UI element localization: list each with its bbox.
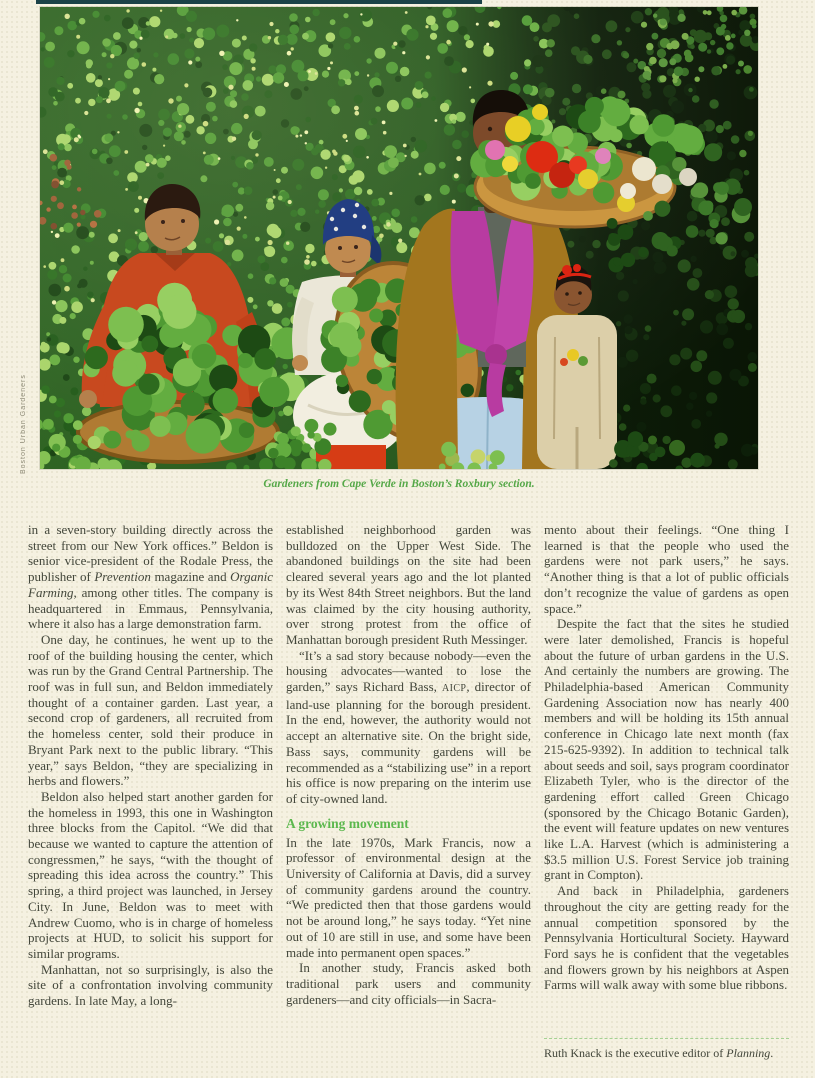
text-column-3 [544,522,789,1060]
author-byline: Ruth Knack is the executive editor of Planning. [544,1046,774,1060]
red-hair-bow [562,265,572,275]
paragraph: mento about their feelings. “One thing I learned is that the people who used the gardens were not park users,” he says. “Another thing is that a lot of public officials don’t recognize the value of gardens as open space.” [544,522,789,616]
text-column-1 [28,522,273,1060]
paragraph: Beldon also helped start another garden for the homeless in 1993, this one in Washington three blocks from the Capitol. “We did that because we wanted to capture the attention of congressmen,” he says, “with the thought of spreading this idea across the country.” This spring, a third project was launched, in Jersey City. In June, Beldon was to meet with Andrew Cuomo, who is in charge of homeless projects at HUD, to solicit his support for similar programs. [28,788,273,961]
paragraph: In another study, Francis asked both traditional park users and community gardeners—and city officials—in Sacra- [286,960,531,1007]
paragraph: “It’s a sad story because nobody—even the housing advocates—wanted to lose the garden,” says Richard Bass, AICP, director of land-use planning for the borough president. In the end, however, the authority would not accept an alternative site. On the bright side, Bass says, community gardens will be recommended as a “stabilizing use” in a report his office is now preparing on the interim use of city-owned land. [286,647,531,806]
column-spacer [544,993,789,1028]
paragraph: in a seven-story building directly across the street from our New York offices.” Beldon is senior vice-president of the Rodale Press, the publisher of Prevention magazine and Organic Farming, among other titles. The company is headquartered in Emmaus, Pennsylvania, where it also has a large demonstration farm. [28,522,273,632]
paragraph: Manhattan, not so surprisingly, is also the site of a confrontation involving community gardens. In late May, a long- [28,961,273,1009]
paragraph: One day, he continues, he went up to the roof of the building housing the center, which was run by the Grand Central Partnership. The roof was in full sun, and Beldon immediately thought of a container garden. Last year, a second crop of gardeners, all recruited from the homeless center, sold their produce in Bryant Park next to the public library. “This year,” says Beldon, “they are specializing in herbs and flowers.” [28,631,273,789]
scan-artifact-strip [36,0,482,4]
article-body [28,522,789,1060]
paragraph: And back in Philadelphia, gardeners throughout the city are getting ready for the annual competition sponsored by the Pennsylvania Horticultural Society. Hayward Ford says he is confident that the vegetables and flowers grown by his neighbors at Aspen Farms will walk away with some blue ribbons. [544,883,789,993]
paragraph: Despite the fact that the sites he studied were later demolished, Francis is hopeful about the future of urban gardens in the U.S. And certainly the numbers are growing. The Philadelphia-based American Community Gardening Association now has nearly 400 members and will be holding its 15th annual conference in Chicago late next month (fax 215-625-9392). In addition to technical talk about seeds and soil, says program coordinator Elizabeth Tyler, who is the director of the gardening effort called Green Chicago (sponsored by the Chicago Botanic Garden), the event will feature updates on new ventures like L.A. Harvest (which is administering a $3.5 million U.S. Forest Service job training grant in Compton). [544,616,789,883]
text-column-2 [286,522,531,1060]
photo-illustration [40,7,758,469]
byline-divider [544,1038,789,1039]
paragraph: established neighborhood garden was bulldozed on the Upper West Side. The abandoned buildings on the site had been cleared several years ago and the lot planted by its West 84th Street neighbors. But the land was claimed by the city housing authority, over strong protest from the office of Manhattan borough president Ruth Messinger. [286,522,531,647]
photo-credit: Boston Urban Gardeners [20,374,27,474]
photo-caption: Gardeners from Cape Verde in Boston’s Roxbury section. [263,478,535,490]
paragraph: In the late 1970s, Mark Francis, now a professor of environmental design at the University of California at Davis, did a survey of community gardens around the country. “We predicted then that those gardens would not be around long,” he says today. “Yet nine out of 10 are still in use, and some have been made into permanent open spaces.” [286,834,531,960]
section-subhead: A growing movement [286,815,409,831]
article-photo [40,7,758,469]
